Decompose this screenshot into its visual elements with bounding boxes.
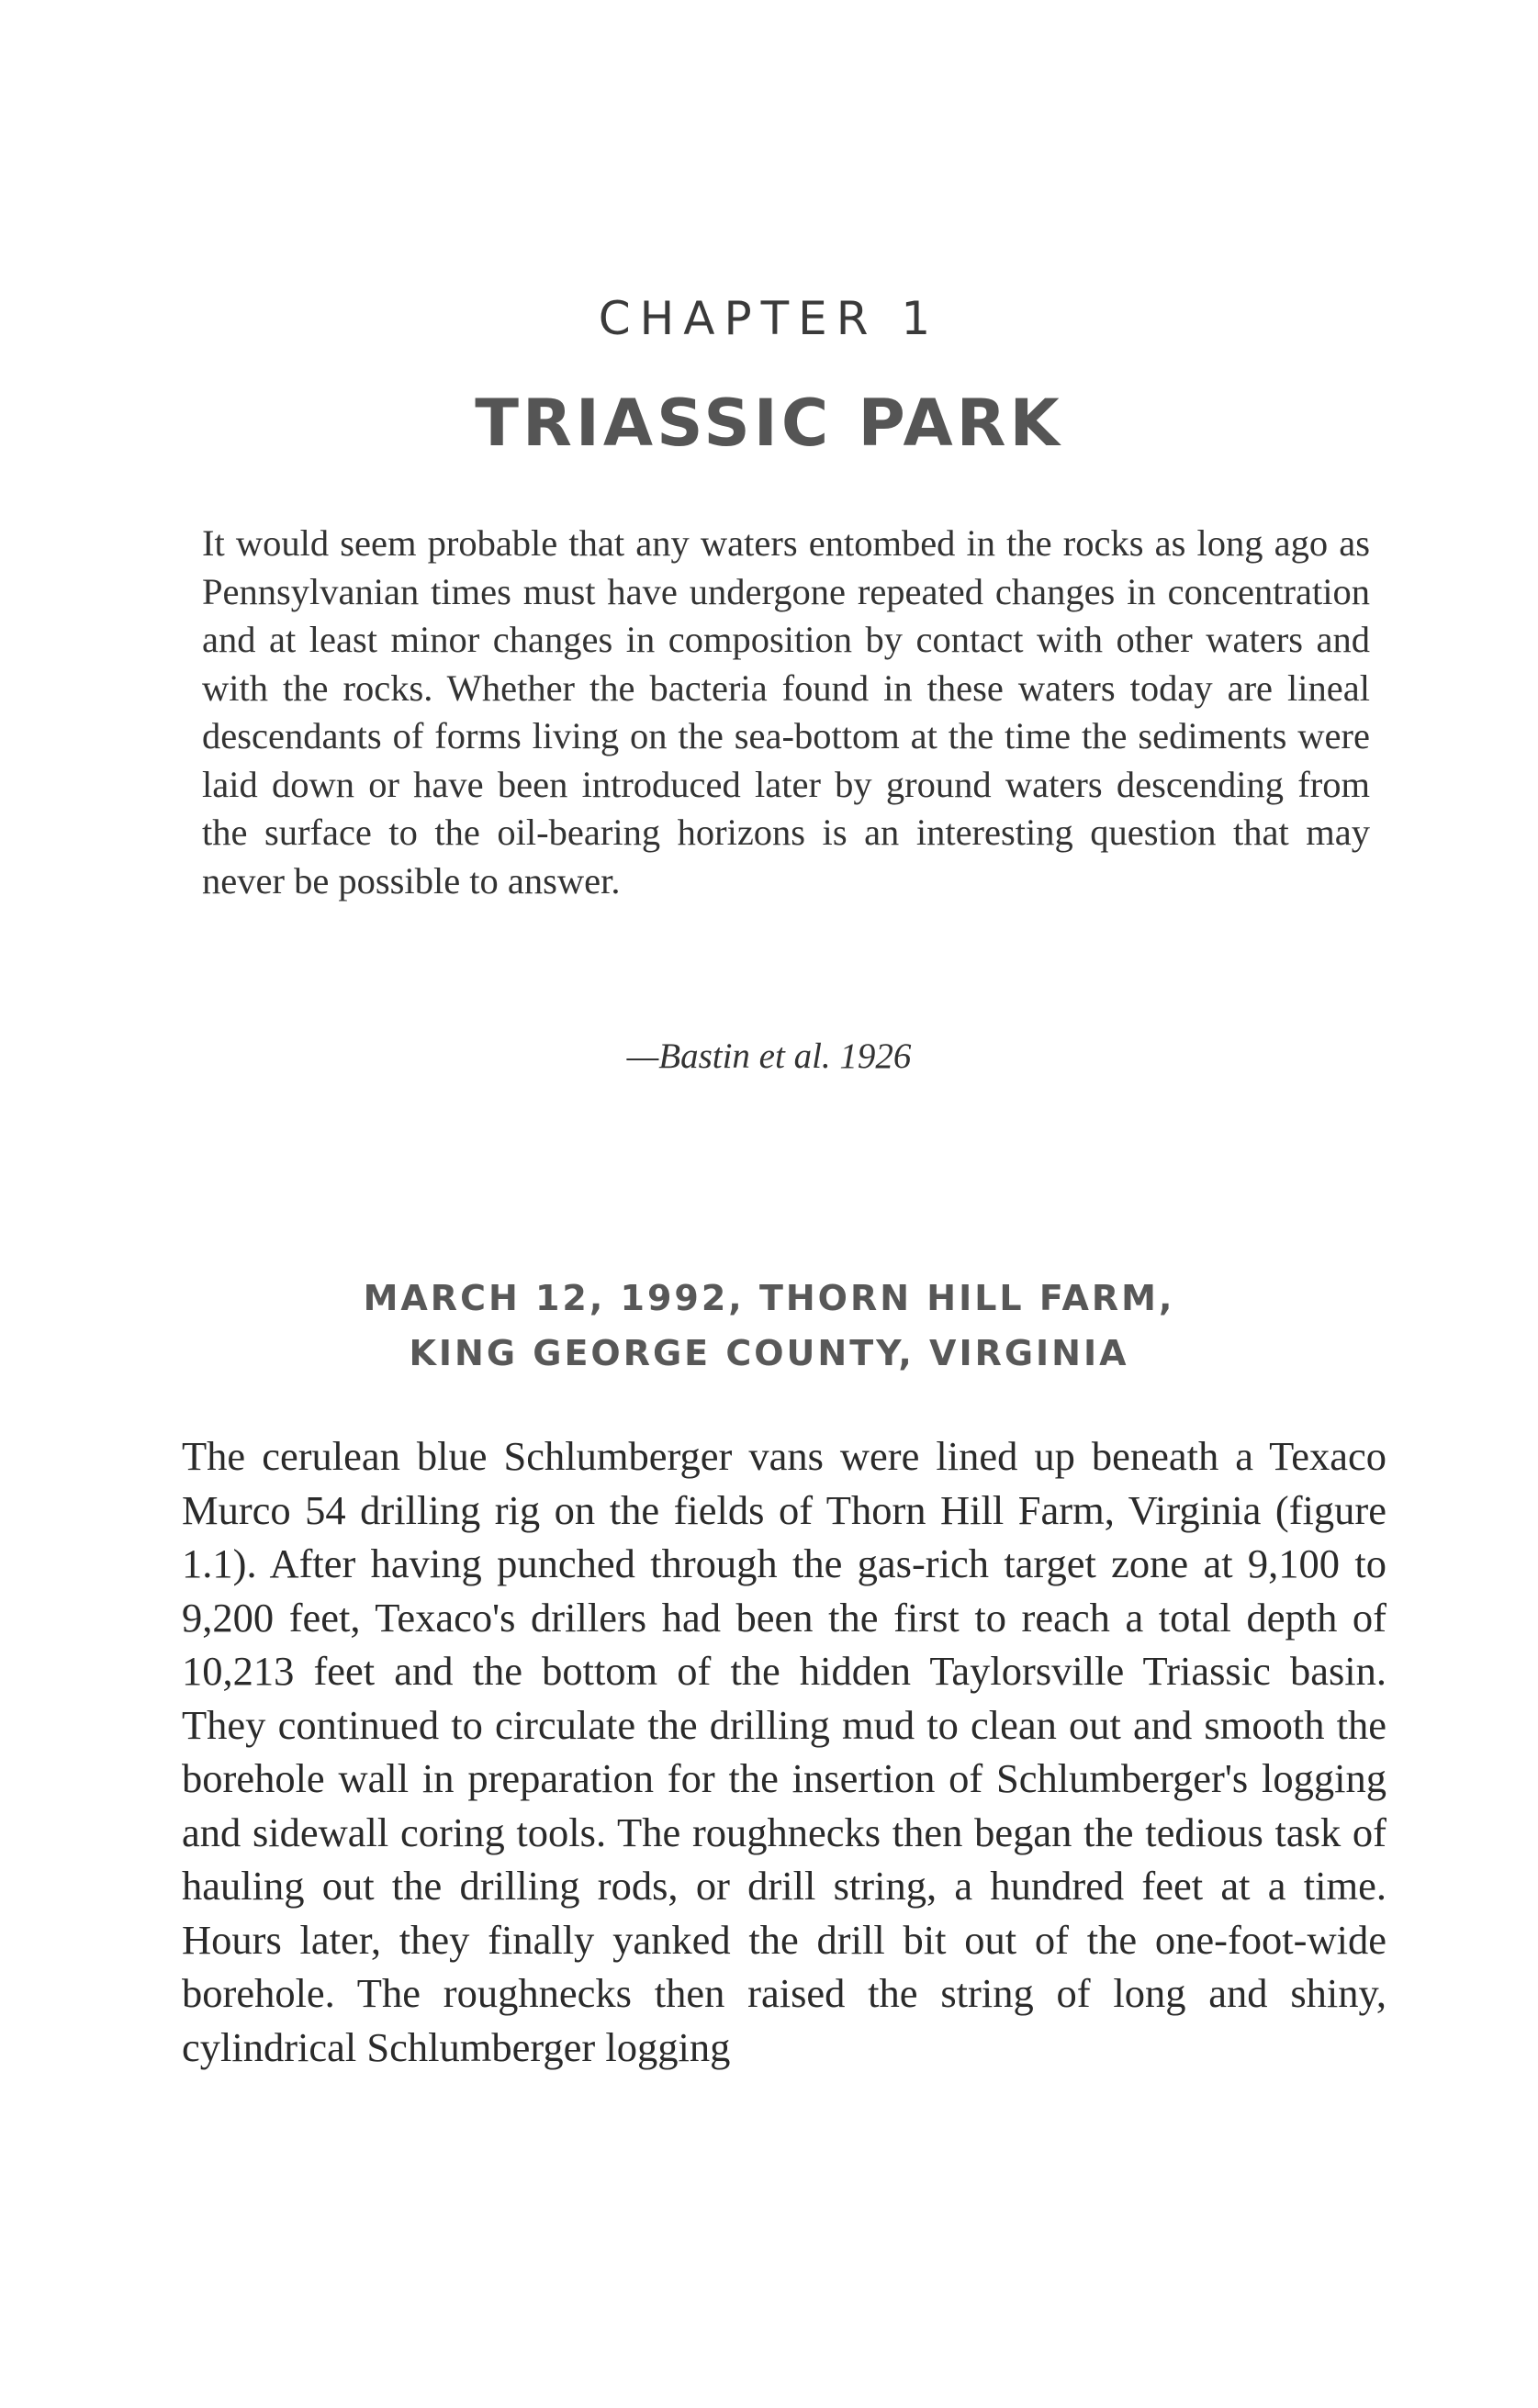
section-heading-line-2: KING GEORGE COUNTY, VIRGINIA: [409, 1333, 1129, 1373]
section-heading: [0, 1271, 1538, 1381]
chapter-label: CHAPTER 1: [598, 292, 940, 345]
epigraph-attribution: —Bastin et al. 1926: [626, 1036, 912, 1076]
section-heading-line-1: MARCH 12, 1992, THORN HILL FARM,: [363, 1278, 1175, 1318]
epigraph-text: It would seem probable that any waters entombed in the rocks as long ago as Pennsylvanian times must have undergone repeated changes in concentration and at least minor changes in composition by contact with other waters and with the rocks. Whether the bacteria found in these waters today are lineal descendants of forms living on the sea-bottom at the time the sediments were laid down or have been introduced later by ground waters descending from the surface to the oil-bearing horizons is an interesting question that may never be possible to answer.: [202, 522, 1370, 902]
body-paragraph: The cerulean blue Schlumberger vans were lined up beneath a Texaco Murco 54 drilling rig on the fields of Thorn Hill Farm, Virginia (figure 1.1). After having punched through the gas-rich target zone at 9,100 to 9,200 feet, Texaco's drillers had been the first to reach a total depth of 10,213 feet and the bottom of the hidden Taylorsville Triassic basin. They continued to circulate the drilling mud to clean out and smooth the borehole wall in preparation for the insertion of Schlumberger's logging and sidewall coring tools. The roughnecks then began the tedious task of hauling out the drilling rods, or drill string, a hundred feet at a time. Hours later, they finally yanked the drill bit out of the one-foot-wide borehole. The roughnecks then raised the string of long and shiny, cylindrical Schlumberger logging: [182, 1433, 1386, 2070]
chapter-title: TRIASSIC PARK: [475, 386, 1063, 461]
